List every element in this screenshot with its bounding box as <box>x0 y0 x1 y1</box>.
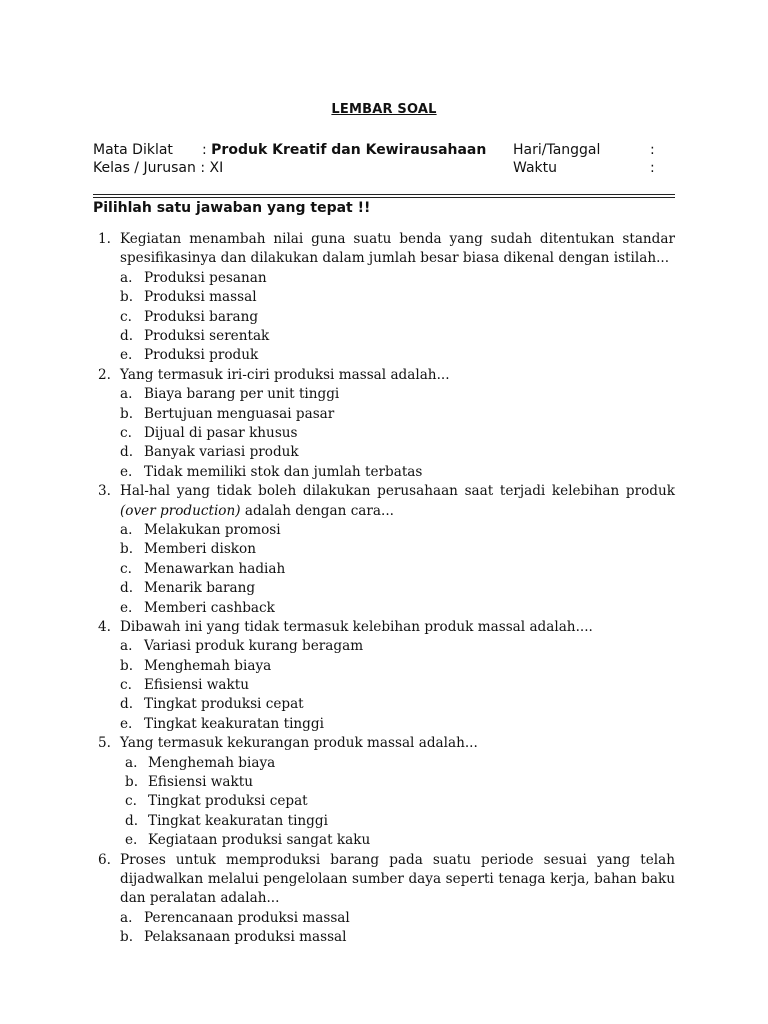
question-text: Yang termasuk iri-ciri produksi massal adalah... <box>120 366 450 383</box>
option-item <box>93 676 675 695</box>
option-letter: a. <box>120 638 133 655</box>
option-item <box>93 327 675 346</box>
mata-diklat-separator: : <box>202 142 207 158</box>
mata-diklat-value: Produk Kreatif dan Kewirausahaan <box>211 142 487 158</box>
question-text: Kegiatan menambah nilai guna suatu benda yang sudah ditentukan standar spesifikasinya dan dilakukan dalam jumlah besar biasa dikenal dengan istilah... <box>120 231 675 267</box>
option-item <box>93 754 675 773</box>
header-divider-bottom <box>93 197 675 198</box>
option-letter: e. <box>120 599 133 616</box>
option-text: Tingkat produksi cepat <box>148 793 308 810</box>
option-item <box>93 812 675 831</box>
question-1 <box>93 230 675 366</box>
option-letter: e. <box>120 347 133 364</box>
option-text: Tingkat keakuratan tinggi <box>144 715 324 732</box>
option-item <box>93 560 675 579</box>
option-text: Menarik barang <box>144 580 256 597</box>
option-text: Tingkat keakuratan tinggi <box>148 812 328 829</box>
option-letter: a. <box>120 521 133 538</box>
question-text: Yang termasuk kekurangan produk massal adalah... <box>120 735 478 752</box>
mata-diklat-label: Mata Diklat <box>93 142 173 158</box>
option-item <box>93 928 675 947</box>
option-letter: b. <box>120 657 134 674</box>
question-number: 1. <box>98 231 111 247</box>
page-title: LEMBAR SOAL <box>331 102 437 117</box>
option-letter: b. <box>120 405 134 422</box>
option-item <box>93 579 675 598</box>
question-number: 5. <box>98 735 111 752</box>
option-text: Memberi diskon <box>144 541 256 558</box>
option-item <box>93 405 675 424</box>
question-number: 6. <box>98 851 111 868</box>
option-letter: c. <box>125 793 137 810</box>
question-number: 2. <box>98 366 111 383</box>
option-item <box>93 599 675 618</box>
option-item <box>93 346 675 365</box>
option-letter: b. <box>120 541 134 558</box>
question-3 <box>93 482 675 618</box>
option-item <box>93 909 675 928</box>
option-text: Dijual di pasar khusus <box>144 424 298 441</box>
option-text: Efisiensi waktu <box>148 774 253 791</box>
hari-tanggal-separator: : <box>650 142 655 158</box>
option-list <box>93 909 675 948</box>
question-list <box>93 230 675 948</box>
option-text: Menghemah biaya <box>148 754 276 771</box>
option-text: Biaya barang per unit tinggi <box>144 386 340 403</box>
kelas-jurusan-value: XI <box>209 160 224 176</box>
question-text-part: Hal-hal yang tidak boleh dilakukan perusahaan saat terjadi kelebihan produk <box>120 483 675 500</box>
option-text: Bertujuan menguasai pasar <box>144 405 335 422</box>
option-text: Produksi pesanan <box>144 269 267 286</box>
kelas-jurusan-separator: : <box>200 160 206 176</box>
option-list <box>93 754 675 851</box>
question-5 <box>93 734 675 850</box>
option-letter: a. <box>120 269 133 286</box>
hari-tanggal-label: Hari/Tanggal <box>513 142 601 158</box>
kelas-jurusan-group <box>93 159 223 177</box>
option-text: Produksi massal <box>144 289 257 306</box>
option-list <box>93 269 675 366</box>
option-item <box>93 424 675 443</box>
question-text <box>120 482 675 521</box>
option-item <box>93 637 675 656</box>
option-text: Banyak variasi produk <box>144 444 299 461</box>
option-letter: c. <box>120 560 132 577</box>
option-letter: b. <box>125 774 139 791</box>
question-text: Proses untuk memproduksi barang pada suatu periode sesuai yang telah dijadwalkan melalui pengelolaan sumber daya seperti tenaga kerja, bahan baku dan peralatan adalah... <box>120 851 675 907</box>
question-number: 3. <box>98 483 111 500</box>
option-letter: a. <box>125 754 138 771</box>
option-item <box>93 463 675 482</box>
question-4 <box>93 618 675 734</box>
option-list <box>93 521 675 618</box>
option-item <box>93 695 675 714</box>
option-text: Tidak memiliki stok dan jumlah terbatas <box>144 463 423 480</box>
option-item <box>93 540 675 559</box>
option-text: Produksi produk <box>144 347 259 364</box>
option-item <box>93 831 675 850</box>
option-letter: d. <box>120 580 134 597</box>
option-letter: a. <box>120 909 133 926</box>
option-text: Produksi serentak <box>144 327 270 344</box>
option-item <box>93 288 675 307</box>
option-item <box>93 269 675 288</box>
kelas-jurusan-label: Kelas / Jurusan <box>93 160 196 176</box>
option-letter: c. <box>120 424 132 441</box>
option-item <box>93 521 675 540</box>
option-letter: e. <box>120 463 133 480</box>
option-item <box>93 657 675 676</box>
question-6 <box>93 851 675 948</box>
option-text: Pelaksanaan produksi massal <box>144 929 347 946</box>
option-text: Menghemah biaya <box>144 657 272 674</box>
option-letter: e. <box>125 832 138 849</box>
option-text: Menawarkan hadiah <box>144 560 286 577</box>
option-letter: c. <box>120 677 132 694</box>
header-divider-top <box>93 194 675 195</box>
option-list <box>93 385 675 482</box>
option-text: Melakukan promosi <box>144 521 281 538</box>
option-text: Tingkat produksi cepat <box>144 696 304 713</box>
option-item <box>93 443 675 462</box>
option-text: Perencanaan produksi massal <box>144 909 350 926</box>
question-text-part: adalah dengan cara... <box>240 502 394 519</box>
waktu-label: Waktu <box>513 160 557 176</box>
option-letter: d. <box>120 327 134 344</box>
option-letter: d. <box>120 444 134 461</box>
option-letter: b. <box>120 929 134 946</box>
option-item <box>93 773 675 792</box>
question-2 <box>93 366 675 482</box>
option-item <box>93 792 675 811</box>
question-text: Dibawah ini yang tidak termasuk kelebihan produk massal adalah.... <box>120 618 593 635</box>
question-text-italic: (over production) <box>120 502 241 519</box>
option-text: Kegiataan produksi sangat kaku <box>148 832 371 849</box>
option-letter: b. <box>120 289 134 306</box>
option-letter: a. <box>120 386 133 403</box>
option-letter: d. <box>120 696 134 713</box>
option-text: Variasi produk kurang beragam <box>144 638 364 655</box>
option-list <box>93 637 675 734</box>
instruction-text: Pilihlah satu jawaban yang tepat !! <box>93 200 371 216</box>
option-letter: e. <box>120 715 133 732</box>
option-text: Produksi barang <box>144 308 259 325</box>
waktu-separator: : <box>650 160 655 176</box>
option-text: Efisiensi waktu <box>144 677 249 694</box>
option-letter: d. <box>125 812 139 829</box>
option-text: Memberi cashback <box>144 599 275 616</box>
mata-diklat-value-group <box>202 141 486 159</box>
option-item <box>93 308 675 327</box>
option-item <box>93 385 675 404</box>
question-number: 4. <box>98 618 111 635</box>
option-letter: c. <box>120 308 132 325</box>
option-item <box>93 715 675 734</box>
